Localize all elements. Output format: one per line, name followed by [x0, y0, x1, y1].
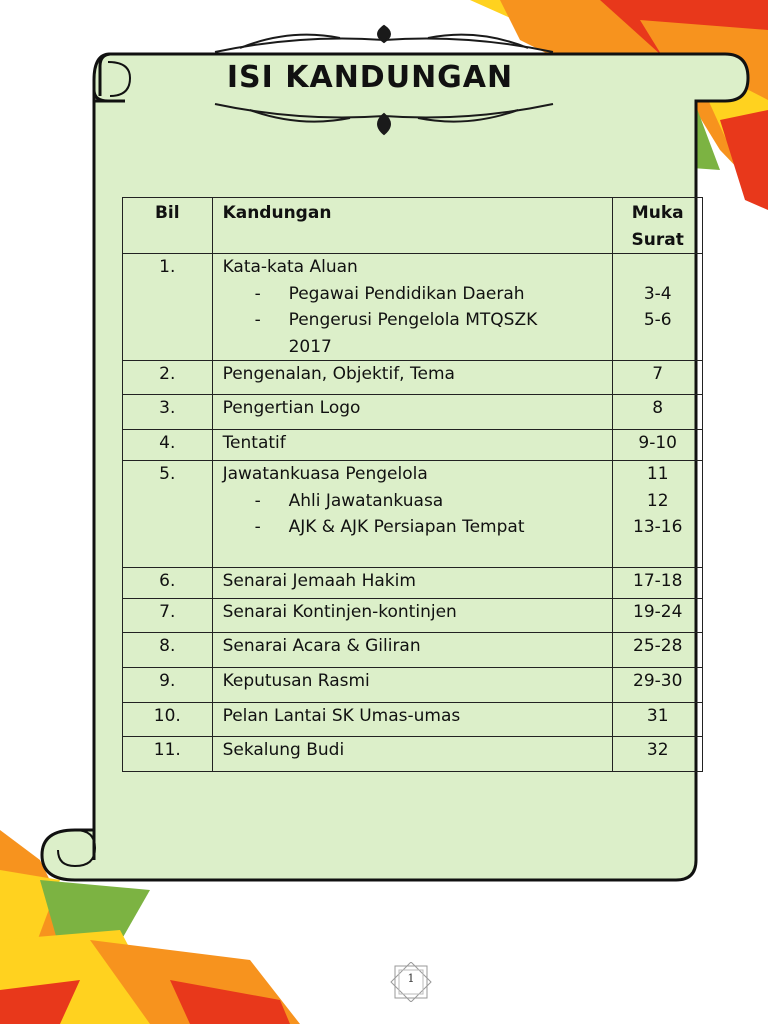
table-row: [123, 568, 703, 599]
row-bil: 8.: [123, 633, 213, 668]
row-bil: 5.: [123, 461, 213, 568]
row-kandungan: Keputusan Rasmi: [212, 668, 613, 703]
table-row: [123, 668, 703, 703]
row-page: 17-18: [613, 568, 703, 599]
row-kandungan: Senarai Kontinjen-kontinjen: [212, 599, 613, 633]
table-row: [123, 633, 703, 668]
row-page: 7: [613, 361, 703, 395]
sub-item: 2017: [288, 336, 332, 357]
table-header-row: [123, 198, 703, 254]
row-page: 3-4 5-6: [613, 254, 703, 361]
row-page: 9-10: [613, 430, 703, 461]
row-title: Kata-kata Aluan: [222, 257, 358, 277]
row-bil: 4.: [123, 430, 213, 461]
row-bil: 9.: [123, 668, 213, 703]
row-bil: 10.: [123, 703, 213, 737]
table-row: [123, 430, 703, 461]
row-page: 25-28: [613, 633, 703, 668]
row-kandungan: [212, 254, 613, 361]
row-bil: 2.: [123, 361, 213, 395]
page-number: 1: [407, 972, 415, 985]
table-row: [123, 737, 703, 772]
row-kandungan: Pelan Lantai SK Umas-umas: [212, 703, 613, 737]
row-bil: 7.: [123, 599, 213, 633]
row-page: 8: [613, 395, 703, 430]
row-bil: 11.: [123, 737, 213, 772]
sub-item: - Pegawai Pendidikan Daerah: [254, 283, 525, 304]
row-title: Jawatankuasa Pengelola: [222, 464, 428, 484]
row-page: 19-24: [613, 599, 703, 633]
table-row: [123, 395, 703, 430]
row-kandungan: Senarai Acara & Giliran: [212, 633, 613, 668]
sub-item: - Ahli Jawatankuasa: [254, 490, 444, 511]
row-bil: 6.: [123, 568, 213, 599]
row-page: 32: [613, 737, 703, 772]
sub-item: - AJK & AJK Persiapan Tempat: [254, 517, 525, 537]
row-kandungan: Pengertian Logo: [212, 395, 613, 430]
row-kandungan: Tentatif: [212, 430, 613, 461]
table-row: [123, 703, 703, 737]
row-kandungan: [212, 461, 613, 568]
page-title: ISI KANDUNGAN: [226, 60, 514, 95]
table-row: [123, 599, 703, 633]
row-kandungan: Pengenalan, Objektif, Tema: [212, 361, 613, 395]
row-bil: 3.: [123, 395, 213, 430]
row-page: 31: [613, 703, 703, 737]
row-page: 11 12 13-16: [613, 461, 703, 568]
header-muka-surat: Muka Surat: [613, 198, 703, 254]
row-kandungan: Sekalung Budi: [212, 737, 613, 772]
row-page: 29-30: [613, 668, 703, 703]
row-kandungan: Senarai Jemaah Hakim: [212, 568, 613, 599]
row-bil: 1.: [123, 254, 213, 361]
contents-table: [122, 197, 703, 772]
table-row: [123, 254, 703, 361]
table-row: [123, 461, 703, 568]
header-kandungan: Kandungan: [212, 198, 613, 254]
header-bil: Bil: [123, 198, 213, 254]
sub-item: - Pengerusi Pengelola MTQSZK: [254, 310, 538, 330]
table-row: [123, 361, 703, 395]
